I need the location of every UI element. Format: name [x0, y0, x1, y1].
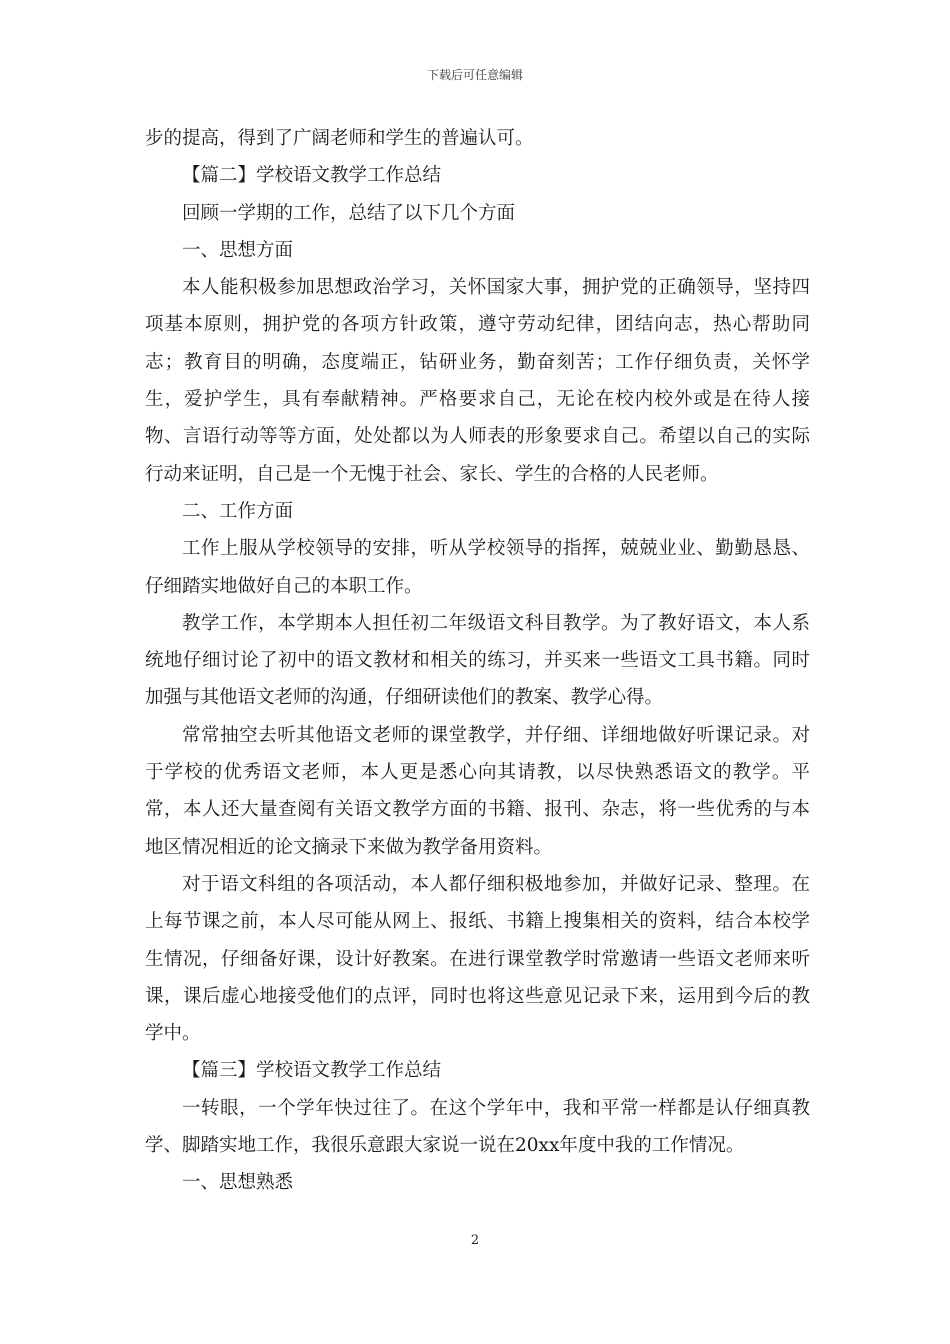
paragraph-continuation: 步的提高，得到了广阔老师和学生的普遍认可。: [145, 128, 534, 149]
section-heading-part-three: 【篇三】学校语文教学工作总结: [182, 1060, 442, 1082]
paragraph-lesson-observation: 常常抽空去听其他语文老师的课堂教学，并仔细、详细地做好听课记录。对于学校的优秀语文老师，本人更是悉心向其请教，以尽快熟悉语文的教学。平常，本人还大量查阅有关语文教学方面的书籍、报刊、杂志，将一些优秀的与本地区情况相近的论文摘录下来做为教学备用资料。: [145, 724, 810, 858]
document-body: [145, 120, 810, 1202]
subheading-thought: 一、思想方面: [182, 239, 294, 261]
paragraph-teaching: 教学工作，本学期本人担任初二年级语文科目教学。为了教好语文，本人系统地仔细讨论了初中的语文教材和相关的练习，并买来一些语文工具书籍。同时加强与其他语文老师的沟通，仔细研读他们的教案、教学心得。: [145, 612, 810, 709]
page-header: 下载后可任意编辑: [426, 68, 523, 82]
paragraph-work: 工作上服从学校领导的安排，听从学校领导的指挥，兢兢业业、勤勤恳恳、仔细踏实地做好自己的本职工作。: [145, 538, 810, 597]
subheading-thought-familiarity: 一、思想熟悉: [182, 1172, 294, 1194]
paragraph-year-review: 一转眼，一个学年快过往了。在这个学年中，我和平常一样都是认仔细真教学、脚踏实地工作，我很乐意跟大家说一说在20xx年度中我的工作情况。: [145, 1097, 810, 1157]
section-heading-part-two: 【篇二】学校语文教学工作总结: [182, 165, 442, 187]
subheading-work: 二、工作方面: [182, 500, 294, 522]
page-number: 2: [470, 1233, 480, 1248]
paragraph-review-intro: 回顾一学期的工作，总结了以下几个方面: [182, 202, 516, 224]
paragraph-activities: 对于语文科组的各项活动，本人都仔细积极地参加，并做好记录、整理。在上每节课之前，本人尽可能从网上、报纸、书籍上搜集相关的资料，结合本校学生情况，仔细备好课，设计好教案。在进行课堂教学时常邀请一些语文老师来听课，课后虚心地接受他们的点评，同时也将这些意见记录下来，运用到今后的教学中。: [145, 873, 810, 1045]
paragraph-thought: 本人能积极参加思想政治学习，关怀国家大事，拥护党的正确领导，坚持四项基本原则，拥护党的各项方针政策，遵守劳动纪律，团结向志，热心帮助同志；教育目的明确，态度端正，钻研业务，勤奋刻苦；工作仔细负责，关怀学生，爱护学生，具有奉献精神。严格要求自己，无论在校内校外或是在待人接物、言语行动等等方面，处处都以为人师表的形象要求自己。希望以自己的实际行动来证明，自己是一个无愧于社会、家长、学生的合格的人民老师。: [145, 277, 810, 485]
